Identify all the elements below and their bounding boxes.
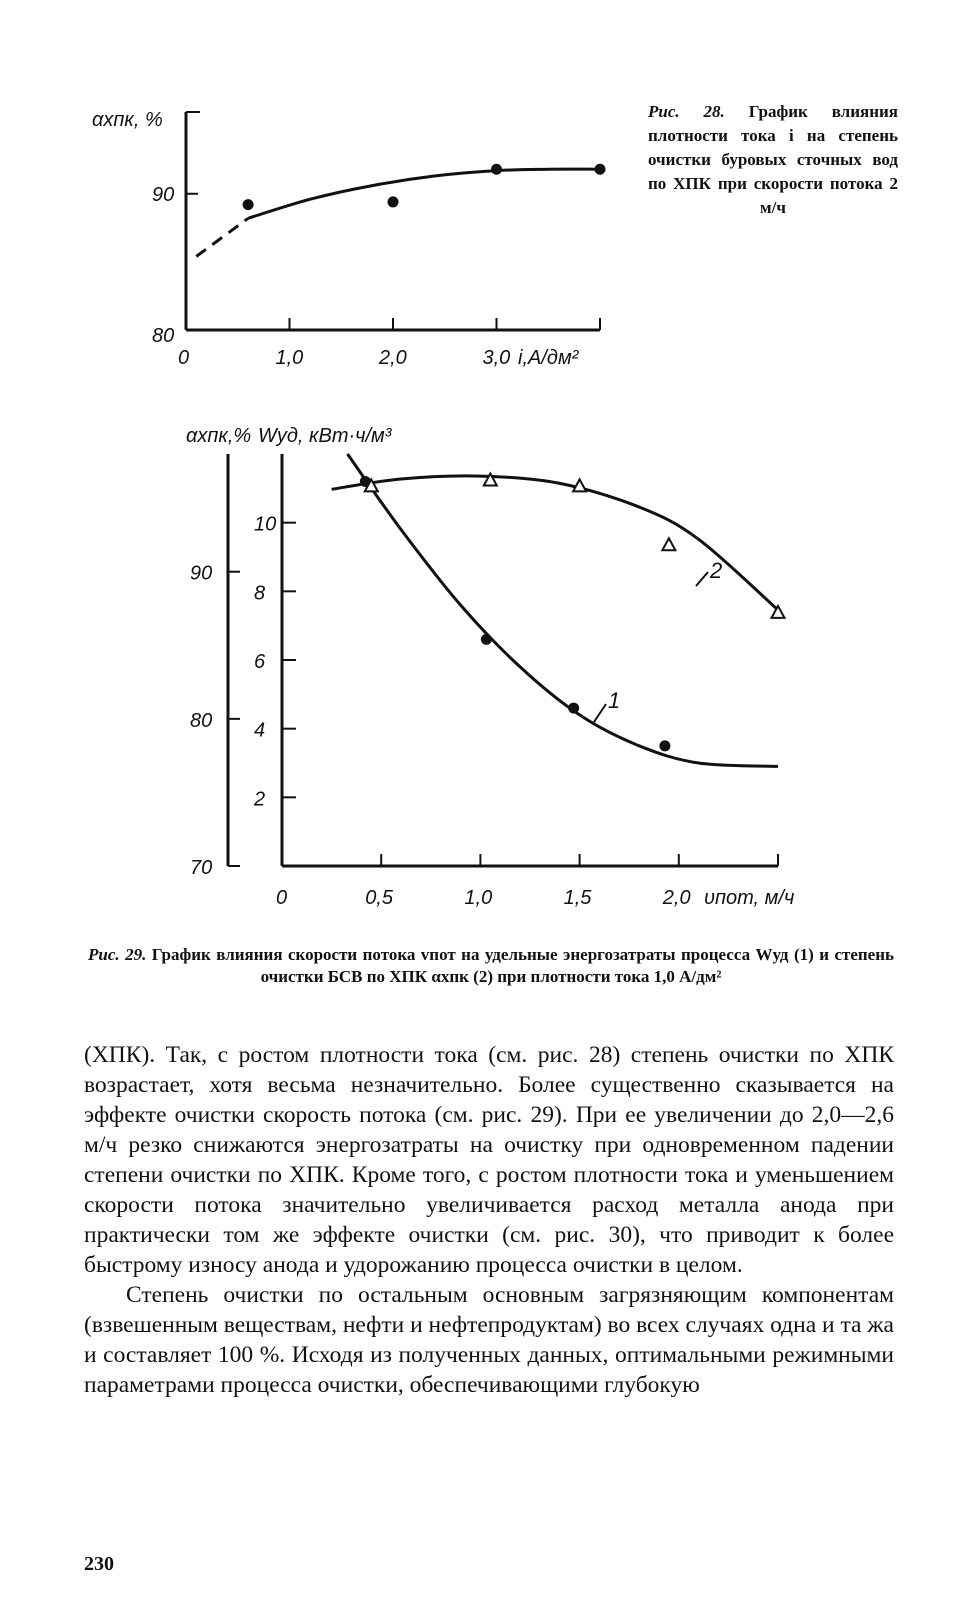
figure-29-series-1-curve — [348, 454, 779, 766]
figure-28-x-tick-label: 2,0 — [379, 347, 407, 369]
figure-29-right-y-tick-label: 2 — [254, 788, 266, 811]
figure-29-curves — [332, 454, 778, 766]
figure-29-series-1-point — [568, 703, 579, 714]
figure-28-xlabel: i,A/дм² — [518, 347, 579, 369]
figure-29-right-y-tick-label: 4 — [254, 719, 266, 742]
figure-29-x-tick-label: 1,5 — [563, 887, 592, 909]
figure-29-series-2-label: 2 — [710, 558, 723, 583]
body-paragraph-1: (ХПК). Так, с ростом плотности тока (см. рис. 28) степень очистки по ХПК возрастает, хотя весьма незначительно. Более существенно сказывается на эффекте очистки скорость потока (см. рис. 29). При ее увеличении до 2,0—2,6 м/ч резко снижаются энергозатраты на очистку при одновременном падении степени очистки по ХПК. Кроме того, с ростом плотности тока и уменьшением скорости потока значительно увеличивается расход металла анода при практически том же эффекте очистки (см. рис. 30), что приводит к более быстрому износу анода и удорожанию процесса очистки в целом. — [84, 1042, 894, 1278]
figure-29-xlabel: υпот, м/ч — [704, 887, 795, 909]
figure-29-series-1-point — [481, 634, 492, 645]
figure-28-ylabel: αхпк, % — [92, 109, 163, 131]
body-text — [84, 1040, 894, 1400]
figure-29-x-tick-label: 0 — [276, 887, 288, 909]
figure-28-ticks — [152, 184, 600, 369]
figure-28-data-point — [388, 196, 399, 207]
figure-29-series-2-curve — [332, 476, 778, 610]
figure-29-x-tick-label: 1,0 — [464, 887, 493, 909]
figure-29-series-2-leader — [696, 572, 708, 586]
figure-28-x-tick-label: 3,0 — [482, 347, 511, 369]
figure-29-left-y-tick-label: 70 — [190, 857, 213, 879]
figure-29-axes — [228, 454, 778, 866]
figure-28-data-point — [595, 164, 606, 175]
figure-28-curve-solid — [248, 169, 600, 218]
figure-28-x-tick-label: 0 — [178, 347, 190, 369]
body-paragraph-2: Степень очистки по остальным основным загрязняющим компонентам (взвешенным веществам, нефти и нефтепродуктам) во всех случаях одна и та жа и составляет 100 %. Исходя из полученных данных, оптимальными режимными параметрами процесса очистки, обеспечивающими глубокую — [84, 1282, 894, 1398]
figure-28-caption-text: График влияния плотности тока i на степень очистки буровых сточных вод по ХПК при скорости потока 2 м/ч — [648, 102, 899, 217]
figure-29-points — [360, 473, 785, 751]
figure-28-data-point — [243, 199, 254, 210]
figure-29-caption-lead: Рис. 29. — [88, 945, 147, 964]
figure-29-right-y-tick-label: 10 — [254, 513, 277, 536]
figure-29-ylabel-right: Wуд, кВт·ч/м³ — [258, 425, 392, 447]
figure-29-chart — [0, 400, 980, 940]
figure-29-series-1-leader — [594, 704, 606, 722]
figure-28-x-tick-label: 1,0 — [275, 347, 304, 369]
figure-29-ticks — [190, 514, 778, 909]
figure-29-series-2-point — [662, 538, 675, 550]
figure-28-y-tick-label: 90 — [152, 183, 175, 206]
figure-29-series-1-label: 1 — [608, 688, 621, 713]
figure-29-right-y-tick-label: 8 — [254, 582, 266, 605]
figure-28-caption-lead: Рис. 28. — [648, 102, 725, 121]
figure-28-curve — [196, 169, 600, 256]
figure-28-y-tick-label: 80 — [152, 325, 175, 347]
figure-29-left-y-tick-label: 80 — [190, 709, 213, 732]
figure-29-caption — [88, 944, 894, 988]
figure-28-caption — [648, 100, 898, 220]
figure-29-left-y-tick-label: 90 — [190, 562, 213, 585]
figure-29-series-1-point — [659, 740, 670, 751]
figure-29-x-tick-label: 0,5 — [365, 887, 394, 909]
figure-28-axes — [186, 112, 600, 330]
figure-29-caption-text: График влияния скорости потока vпот на удельные энергозатраты процесса Wуд (1) и степень очистки БСВ по ХПК αхпк (2) при плотности тока 1,0 А/дм² — [151, 945, 895, 986]
figure-29-right-y-tick-label: 6 — [254, 651, 266, 673]
figure-28-curve-dashed — [196, 218, 248, 256]
page-number: 230 — [84, 1553, 114, 1575]
figure-28-data-point — [491, 164, 502, 175]
figure-29-x-tick-label: 2,0 — [662, 887, 691, 909]
figure-29-ylabel-left: αхпк,% — [186, 425, 252, 447]
